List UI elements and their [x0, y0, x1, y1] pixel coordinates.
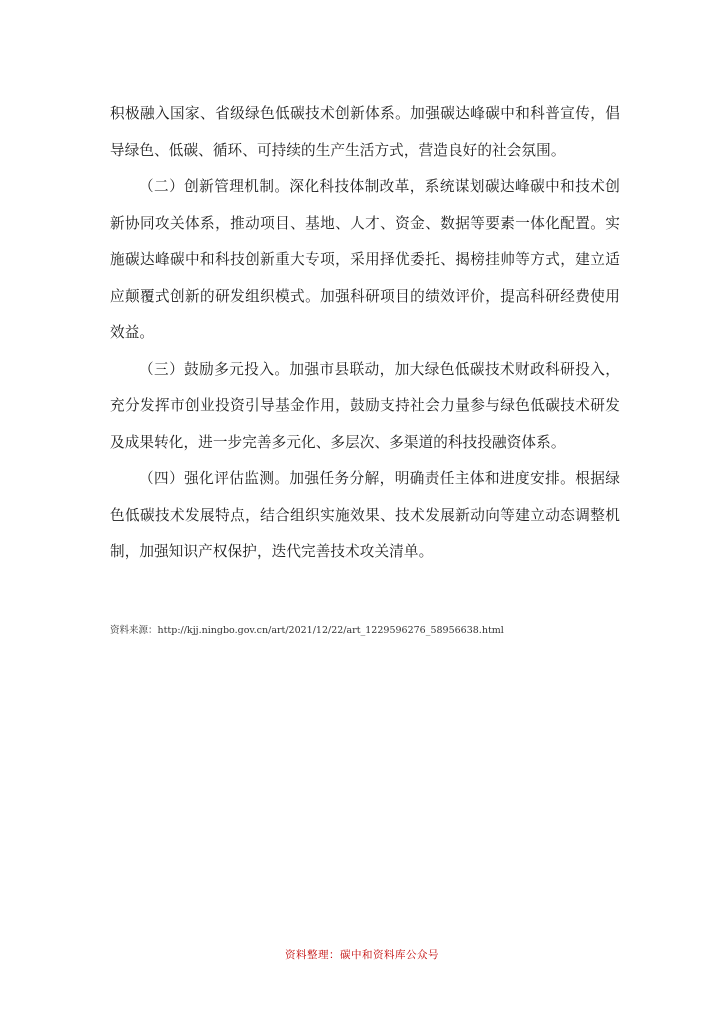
footer-credit: 资料整理：碳中和资料库公众号	[285, 949, 439, 961]
document-body	[110, 96, 620, 571]
paragraph-diversified-investment: （三）鼓励多元投入。加强市县联动，加大绿色低碳技术财政科研投入，充分发挥市创业投资引导基金作用，鼓励支持社会力量参与绿色低碳技术研发及成果转化，进一步完善多元化、多层次、多渠道的科技投融资体系。	[110, 360, 620, 451]
paragraph-management-mechanism: （二）创新管理机制。深化科技体制改革，系统谋划碳达峰碳中和技术创新协同攻关体系，推动项目、基地、人才、资金、数据等要素一体化配置。实施碳达峰碳中和科技创新重大专项，采用择优委托、揭榜挂帅等方式，建立适应颠覆式创新的研发组织模式。加强科研项目的绩效评价，提高科研经费使用效益。	[110, 178, 620, 341]
paragraph-evaluation-monitoring: （四）强化评估监测。加强任务分解，明确责任主体和进度安排。根据绿色低碳技术发展特点，结合组织实施效果、技术发展新动向等建立动态调整机制，加强知识产权保护，迭代完善技术攻关清单。	[110, 470, 620, 560]
source-reference: 资料来源：http://kjj.ningbo.gov.cn/art/2021/12/22/art_1229596276_58956638.html	[110, 625, 504, 636]
paragraph-continuation: 积极融入国家、省级绿色低碳技术创新体系。加强碳达峰碳中和科普宣传，倡导绿色、低碳、循环、可持续的生产生活方式，营造良好的社会氛围。	[110, 105, 620, 159]
